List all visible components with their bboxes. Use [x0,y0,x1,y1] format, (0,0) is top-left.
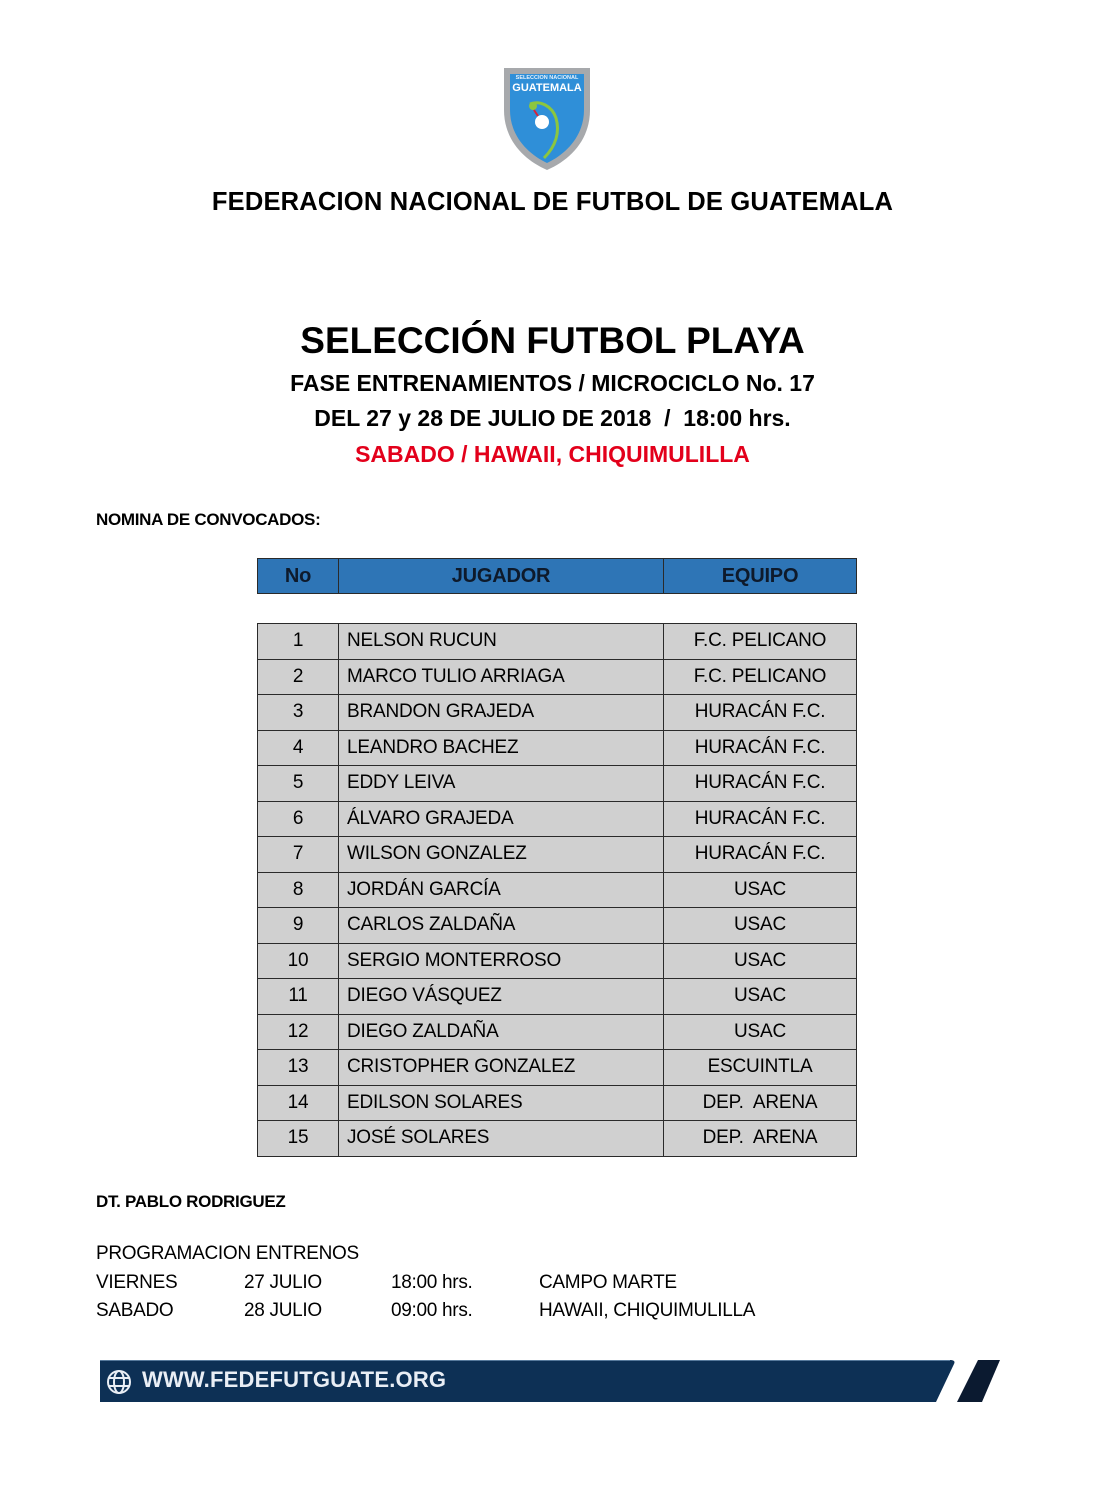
player-team: USAC [664,908,857,944]
federation-title: FEDERACION NACIONAL DE FUTBOL DE GUATEMALA [211,188,894,216]
schedule-title: PROGRAMACION ENTRENOS [96,1243,359,1264]
player-team: HURACÁN F.C. [664,766,857,802]
player-name: WILSON GONZALEZ [339,837,664,873]
table-row [258,730,857,766]
logo-main-text: GUATEMALA [512,82,582,94]
player-name: CRISTOPHER GONZALEZ [339,1050,664,1086]
schedule-time: 18:00 hrs. [391,1272,473,1293]
player-number: 3 [258,695,339,731]
table-row [258,908,857,944]
column-header-equipo: EQUIPO [664,559,857,594]
player-name: EDILSON SOLARES [339,1085,664,1121]
player-name: MARCO TULIO ARRIAGA [339,659,664,695]
player-name: ÁLVARO GRAJEDA [339,801,664,837]
player-number: 14 [258,1085,339,1121]
schedule-date: 28 JULIO [244,1300,322,1321]
subtitle-location: SABADO / HAWAII, CHIQUIMULILLA [355,441,750,467]
player-number: 8 [258,872,339,908]
ball-icon [535,115,549,129]
table-row [258,979,857,1015]
player-number: 7 [258,837,339,873]
roster-table-header [257,558,857,594]
player-team: USAC [664,979,857,1015]
player-team: DEP. ARENA [664,1085,857,1121]
player-number: 4 [258,730,339,766]
nomina-label: NOMINA DE CONVOCADOS: [96,510,321,529]
website-link[interactable]: WWW.FEDEFUTGUATE.ORG [142,1367,447,1392]
table-row [258,801,857,837]
player-name: EDDY LEIVA [339,766,664,802]
table-row [258,766,857,802]
player-name: CARLOS ZALDAÑA [339,908,664,944]
table-row [258,659,857,695]
table-row [258,1014,857,1050]
player-name: BRANDON GRAJEDA [339,695,664,731]
logo-top-text: SELECCION NACIONAL [515,75,579,81]
globe-icon [105,1368,133,1396]
schedule-place: HAWAII, CHIQUIMULILLA [539,1300,756,1321]
seleccion-nacional-logo [500,66,594,172]
player-team: USAC [664,943,857,979]
player-team: DEP. ARENA [664,1121,857,1157]
subtitle-dates: DEL 27 y 28 DE JULIO DE 2018 / 18:00 hrs. [314,405,791,431]
player-number: 2 [258,659,339,695]
column-header-no: No [258,559,339,594]
player-name: NELSON RUCUN [339,624,664,660]
player-number: 13 [258,1050,339,1086]
column-header-jugador: JUGADOR [339,559,664,594]
player-name: JOSÉ SOLARES [339,1121,664,1157]
table-row [258,624,857,660]
table-row [258,1050,857,1086]
subtitle-phase: FASE ENTRENAMIENTOS / MICROCICLO No. 17 [290,370,815,396]
footer-stripe [957,1360,1000,1402]
table-row [258,943,857,979]
player-team: HURACÁN F.C. [664,837,857,873]
player-number: 6 [258,801,339,837]
player-team: F.C. PELICANO [664,624,857,660]
player-number: 15 [258,1121,339,1157]
schedule-day: VIERNES [96,1272,178,1293]
table-row [258,1085,857,1121]
table-row [258,837,857,873]
player-team: ESCUINTLA [664,1050,857,1086]
player-name: LEANDRO BACHEZ [339,730,664,766]
player-number: 10 [258,943,339,979]
table-row [258,695,857,731]
player-name: DIEGO ZALDAÑA [339,1014,664,1050]
table-row [258,1121,857,1157]
player-name: DIEGO VÁSQUEZ [339,979,664,1015]
schedule-place: CAMPO MARTE [539,1272,677,1293]
player-team: HURACÁN F.C. [664,730,857,766]
player-number: 12 [258,1014,339,1050]
schedule-date: 27 JULIO [244,1272,322,1293]
player-team: HURACÁN F.C. [664,695,857,731]
player-team: HURACÁN F.C. [664,801,857,837]
player-number: 11 [258,979,339,1015]
coach-name: DT. PABLO RODRIGUEZ [96,1192,286,1211]
player-team: F.C. PELICANO [664,659,857,695]
page-title: SELECCIÓN FUTBOL PLAYA [300,320,805,361]
roster-table [257,623,857,1157]
player-team: USAC [664,872,857,908]
player-number: 5 [258,766,339,802]
player-name: SERGIO MONTERROSO [339,943,664,979]
player-name: JORDÁN GARCÍA [339,872,664,908]
schedule-time: 09:00 hrs. [391,1300,473,1321]
table-row [258,872,857,908]
schedule-day: SABADO [96,1300,174,1321]
player-number: 1 [258,624,339,660]
player-team: USAC [664,1014,857,1050]
player-number: 9 [258,908,339,944]
